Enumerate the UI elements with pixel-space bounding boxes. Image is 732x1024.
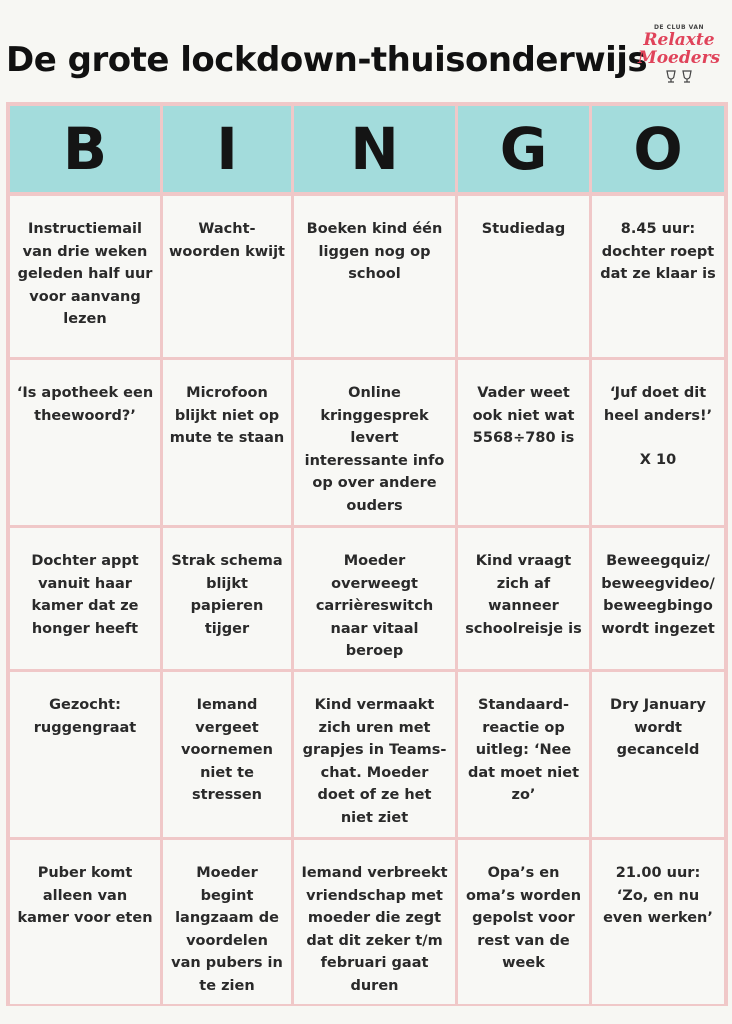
bingo-square[interactable] — [458, 528, 589, 669]
bingo-square[interactable] — [458, 840, 589, 1004]
bingo-square[interactable] — [592, 196, 724, 357]
column-header-i: I — [163, 106, 291, 192]
square-text: Instructiemail van drie weken geleden half uur voor aanvang lezen — [17, 221, 153, 327]
square-text: ‘Juf doet dit heel anders!’ — [603, 385, 713, 424]
bingo-square[interactable] — [163, 196, 291, 357]
square-text: Boeken kind één liggen nog op school — [306, 221, 443, 282]
square-text: Strak schema blijkt papieren tijger — [171, 553, 283, 637]
column-header-n: N — [294, 106, 455, 192]
square-text: Studiedag — [481, 221, 566, 237]
square-text: Beweegquiz/ beweegvideo/ beweegbingo wordt ingezet — [601, 553, 715, 637]
bingo-square[interactable] — [163, 840, 291, 1004]
bingo-square[interactable] — [294, 672, 455, 837]
square-text: Kind vermaakt zich uren met grapjes in Teams-chat. Moeder doet of ze het niet ziet — [302, 697, 447, 826]
square-text: Vader weet ook niet wat 5568÷780 is — [472, 385, 575, 446]
bingo-square[interactable] — [10, 672, 160, 837]
club-logo — [636, 20, 722, 96]
square-text: Dry January wordt gecanceld — [610, 697, 706, 758]
logo-top-text: DE CLUB VAN — [653, 24, 705, 31]
square-text: Iemand vergeet voornemen niet te stressen — [181, 697, 273, 803]
bingo-square[interactable] — [592, 840, 724, 1004]
column-header-g: G — [458, 106, 589, 192]
bingo-grid — [6, 102, 728, 1006]
bingo-square[interactable] — [458, 672, 589, 837]
bingo-square[interactable] — [458, 196, 589, 357]
bingo-square[interactable] — [10, 196, 160, 357]
square-text: Standaard-reactie op uitleg: ‘Nee dat moet niet zo’ — [467, 697, 580, 803]
square-text: Online kringgesprek levert interessante info op over andere ouders — [304, 385, 445, 514]
bingo-square[interactable] — [163, 528, 291, 669]
bingo-square[interactable] — [10, 528, 160, 669]
square-text: ‘Is apotheek een theewoord?’ — [16, 385, 154, 424]
bingo-square[interactable] — [294, 840, 455, 1004]
square-text: 21.00 uur: ‘Zo, en nu even werken’ — [603, 865, 713, 926]
bingo-square[interactable] — [294, 360, 455, 525]
square-text: Dochter appt vanuit haar kamer dat ze honger heeft — [31, 553, 139, 637]
square-multiplier: X 10 — [639, 452, 677, 468]
square-text: Wacht-woorden kwijt — [169, 221, 285, 260]
square-text: Puber komt alleen van kamer voor eten — [17, 865, 153, 926]
page-title: De grote lockdown-thuisonderwijs — [6, 40, 648, 80]
bingo-square[interactable] — [163, 672, 291, 837]
bingo-square[interactable] — [592, 672, 724, 837]
bingo-square[interactable] — [10, 360, 160, 525]
bingo-square[interactable] — [592, 360, 724, 525]
square-text: 8.45 uur: dochter roept dat ze klaar is — [600, 221, 716, 282]
square-text: Opa’s en oma’s worden gepolst voor rest van de week — [465, 865, 582, 971]
bingo-square[interactable] — [592, 528, 724, 669]
bingo-square[interactable] — [10, 840, 160, 1004]
square-text: Moeder overweegt carrièreswitch naar vitaal beroep — [315, 553, 434, 659]
bingo-square[interactable] — [294, 196, 455, 357]
glasses-icon — [662, 69, 696, 83]
logo-line2: Moeders — [637, 48, 721, 68]
logo-line1: Relaxte — [643, 30, 715, 50]
bingo-square[interactable] — [458, 360, 589, 525]
column-header-o: O — [592, 106, 724, 192]
square-text: Gezocht: ruggengraat — [33, 697, 137, 736]
bingo-square[interactable] — [294, 528, 455, 669]
square-text: Moeder begint langzaam de voordelen van pubers in te zien — [171, 865, 283, 994]
square-text: Iemand verbreekt vriendschap met moeder die zegt dat dit zeker t/m februari gaat duren — [301, 865, 448, 994]
column-header-b: B — [10, 106, 160, 192]
square-text: Kind vraagt zich af wanneer schoolreisje is — [465, 553, 582, 637]
bingo-square[interactable] — [163, 360, 291, 525]
square-text: Microfoon blijkt niet op mute te staan — [169, 385, 285, 446]
